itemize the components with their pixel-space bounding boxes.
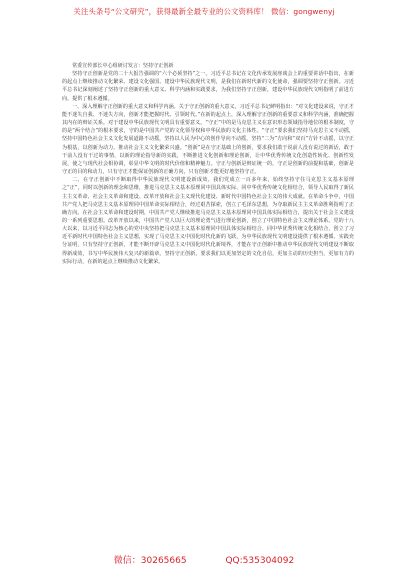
document-paragraph: 一、深入理解守正创新的重大意义和科学内涵。关于守正创新的重大意义，习近平总书记鲜明指出：“对文化建设来说，守正才能不迷失自我、不迷失方向，创新才能把握时代、引领时代。”在新的起点上，深入理解守正创新的重要意义和科学内涵，准确把握其内在的辩证关系。对于建设中华民族现代文明具有重要意义。“守正”中的是马克思主义在意识形态领域指导地位的根本制度，守的是“两个结合”的根本要求，守的是中国共产党的文化领导权和中华民族的文化主体性。“守正”要求我们坚持马克思主义不动摇，坚持中国特色社会主义文化发展道路不动摇，坚持以人民为中心的创作导向不动摇，坚持“二为”方向和“双百”方针不动摇，以守正为根基，以创新为动力，推动社会主义文化繁荣兴盛。“创新”是在守正基础上的创新，要求我们敢于说前人没有说过的新话，敢于干前人没有干过的事情，以新的理论指导新的实践，不断推进文化创新和理论创新，让中华优秀传统文化创造性转化、创新性发展，使之与现代社会相协调，彰显中华文明的时代价值和精神魅力。守正与创新是辩证统一的，守正是创新的前提和基础，创新是守正的目的和动力，只有守正才能保证创新的正确方向，只有创新才能更好地坚持守正。	[62, 103, 354, 176]
footer-contacts	[0, 552, 408, 570]
document-title: 常委宣传部长中心组研讨发言：坚持守正创新	[72, 63, 174, 69]
banner-wechat: 微信：gongwenyj	[270, 7, 335, 16]
footer-qq: QQ:535304092	[225, 556, 295, 566]
footer-wechat: 微信：30265665	[113, 556, 187, 566]
document-paragraph: 坚持守正创新是党的二十大报告强调的“六个必须坚持”之一。习近平总书记在文化传承发展座谈会上的重要讲话中指出，在新的起点上继续推动文化繁荣、建设文化强国、建设中华民族现代文明，是我们在新时代新的文化使命，强调要坚持守正创新。习近平总书记深刻阐述了坚持守正创新的重大意义、科学内涵和实践要求，为我们坚持守正创新，建设中华民族现代文明指明了前进方向、提供了根本遵循。	[62, 71, 354, 102]
document-body	[62, 62, 354, 542]
banner-text: 关注头条号“公文研究”，获得最新全最专业的公文资料库！	[73, 7, 269, 16]
header-banner	[0, 0, 408, 24]
document-paragraph: 二、在守正创新中不断取得中华民族现代文明建设新成效。我们党成立一百多年来，始终坚持守住马克思主义基本原理之“正”，同时以创新的理念和思维，推进马克思主义基本原理同中国具体实际、同中华优秀传统文化相结合，领导人民取得了新民主主义革命、社会主义革命和建设、改革开放和社会主义现代化建设、新时代中国特色社会主义的伟大成就。在革命斗争中，中国共产党人把马克思主义基本原理同中国革命实际相结合，经过艰苦探索，创立了毛泽东思想，为夺取新民主主义革命胜利指明了正确方向。在社会主义革命和建设时期，中国共产党人继续推进马克思主义基本原理同中国具体实际相结合，提出关于社会主义建设的一系列重要思想。改革开放以来，中国共产党人以巨大的理论勇气进行理论创新，创立了中国特色社会主义理论体系。党的十八大以来，以习近平同志为核心的党中央坚持把马克思主义基本原理同中国具体实际相结合、同中华优秀传统文化相结合，创立了习近平新时代中国特色社会主义思想，实现了马克思主义中国化时代化新的飞跃，为中华民族现代文明建设提供了根本遵循。实践充分证明，只有坚持守正创新，才能不断开辟马克思主义中国化时代化新境界，才能在守正创新中推动中华民族现代文明建设不断取得新成效，书写中华民族伟大复兴的新篇章。坚持守正创新，要求我们以更加坚定的文化自信，更加主动的历史担当，更加有力的实际行动，在新的起点上继续推动文化繁荣。	[62, 177, 354, 265]
